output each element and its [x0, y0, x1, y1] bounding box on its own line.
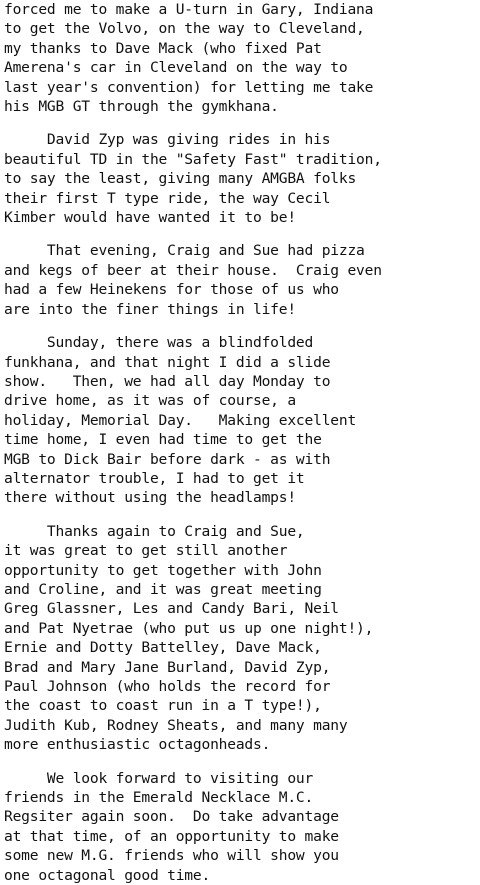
paragraph-gap: [4, 227, 476, 241]
text-line: alternator trouble, I had to get it: [4, 469, 305, 487]
text-line: and kegs of beer at their house. Craig even: [4, 261, 382, 279]
text-line: beautiful TD in the "Safety Fast" tradition,: [4, 150, 382, 168]
text-line: to get the Volvo, on the way to Cleveland,: [4, 20, 365, 38]
text-line: their first T type ride, the way Cecil: [4, 189, 331, 207]
text-line: at that time, of an opportunity to make: [4, 827, 339, 845]
text-line: Greg Glassner, Les and Candy Bari, Neil: [4, 600, 339, 618]
paragraph-gap: [4, 319, 476, 333]
text-line: one octagonal good time.: [4, 866, 211, 884]
text-line: MGB to Dick Bair before dark - as with: [4, 450, 331, 468]
text-line: holiday, Memorial Day. Making excellent: [4, 411, 357, 429]
text-line: Kimber would have wanted it to be!: [4, 209, 296, 227]
text-line: forced me to make a U-turn in Gary, Indiana: [4, 1, 374, 18]
text-line: the coast to coast run in a T type!),: [4, 697, 322, 715]
text-line: are into the finer things in life!: [4, 300, 296, 318]
text-line: last year's convention) for letting me take: [4, 78, 374, 96]
text-line: opportunity to get together with John: [4, 561, 322, 579]
paragraph-thanks: [4, 522, 476, 755]
text-line: my thanks to Dave Mack (who fixed Pat: [4, 39, 322, 57]
text-line: Judith Kub, Rodney Sheats, and many many: [4, 716, 348, 734]
text-line: some new M.G. friends who will show you: [4, 847, 339, 865]
text-line: David Zyp was giving rides in his: [4, 131, 331, 149]
text-line: Ernie and Dotty Battelley, Dave Mack,: [4, 639, 322, 657]
text-line: Regsiter again soon. Do take advantage: [4, 808, 339, 826]
text-line: his MGB GT through the gymkhana.: [4, 98, 279, 116]
paragraph-sunday: [4, 333, 476, 508]
text-line: more enthusiastic octagonheads.: [4, 736, 271, 754]
text-line: Paul Johnson (who holds the record for: [4, 678, 331, 695]
paragraph-gap: [4, 116, 476, 130]
text-line: friends in the Emerald Necklace M.C.: [4, 789, 314, 807]
paragraph-david-zyp: [4, 130, 476, 227]
text-line: show. Then, we had all day Monday to: [4, 372, 331, 390]
text-line: to say the least, giving many AMGBA folks: [4, 170, 357, 188]
text-line: Amerena's car in Cleveland on the way to: [4, 59, 348, 77]
text-line: it was great to get still another: [4, 542, 288, 560]
text-line: Sunday, there was a blindfolded: [4, 334, 314, 352]
text-line: and Croline, and it was great meeting: [4, 580, 322, 598]
text-line: time home, I even had time to get the: [4, 431, 322, 449]
paragraph-ugarte-return: [4, 0, 476, 116]
text-line: drive home, as it was of course, a: [4, 392, 296, 410]
paragraph-gap: [4, 508, 476, 522]
paragraph-gap: [4, 755, 476, 769]
text-line: and Pat Nyetrae (who put us up one night!),: [4, 619, 374, 637]
text-line: Thanks again to Craig and Sue,: [4, 522, 305, 540]
text-line: That evening, Craig and Sue had pizza: [4, 242, 365, 260]
text-line: there without using the headlamps!: [4, 489, 296, 507]
paragraph-evening: [4, 241, 476, 319]
text-line: funkhana, and that night I did a slide: [4, 353, 331, 371]
paragraph-closing: [4, 769, 476, 885]
text-line: We look forward to visiting our: [4, 769, 314, 787]
text-line: had a few Heinekens for those of us who: [4, 281, 339, 299]
text-line: Brad and Mary Jane Burland, David Zyp,: [4, 658, 331, 676]
